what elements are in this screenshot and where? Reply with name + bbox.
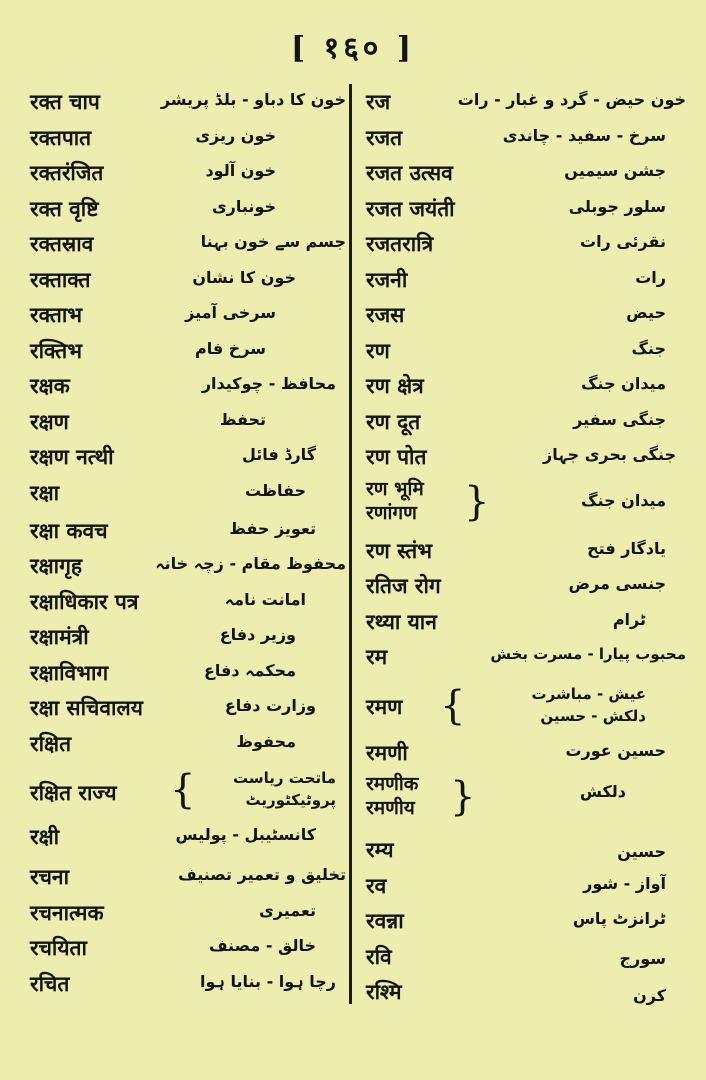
hindi-term: रक्ताक्त	[30, 267, 91, 292]
urdu-meaning: تعمیری	[259, 900, 316, 920]
hindi-term: रण पोत	[366, 445, 427, 469]
urdu-meaning: رات	[635, 267, 666, 287]
hindi-term: रजत उत्सव	[366, 161, 453, 185]
entry	[366, 477, 686, 535]
urdu-meaning: محافظ - چوکیدار	[201, 374, 336, 393]
hindi-term: रजस	[366, 303, 405, 327]
urdu-meaning: خون آلود	[205, 161, 276, 180]
hindi-term: रणांगण	[366, 501, 417, 524]
brace-icon: }	[464, 478, 490, 525]
hindi-term: रण	[366, 338, 390, 363]
urdu-meaning-line: پروٹیکٹوریٹ	[245, 791, 336, 809]
hindi-term: रक्षित	[30, 731, 72, 756]
urdu-meaning: رچا ہوا - بنایا ہوا	[199, 971, 336, 991]
brace-icon: {	[440, 682, 466, 729]
entry	[366, 406, 686, 442]
urdu-meaning: دلکش	[579, 782, 626, 801]
entry	[30, 299, 346, 335]
urdu-meaning: گارڈ فائل	[242, 445, 316, 464]
entry	[366, 441, 686, 477]
urdu-meaning: خالق - مصنف	[208, 936, 316, 955]
entry	[366, 834, 686, 870]
urdu-meaning-line: ماتحت ریاست	[233, 769, 336, 787]
urdu-meaning: نقرئی رات	[579, 232, 666, 251]
hindi-term: रक्षाधिकार पत्र	[30, 589, 139, 614]
hindi-term: रजत जयंती	[366, 196, 455, 221]
hindi-term: रक्त वृष्टि	[30, 196, 99, 221]
hindi-term: रचयिता	[30, 936, 87, 960]
urdu-meaning: خون کا نشان	[192, 267, 296, 287]
urdu-meaning: میدان جنگ	[581, 490, 666, 510]
entry	[366, 905, 686, 941]
urdu-meaning: جسم سے خون بہنا	[200, 232, 346, 251]
urdu-meaning: خون کا دباو - بلڈ پریشر	[160, 90, 346, 109]
entry	[366, 870, 686, 906]
entry	[30, 763, 346, 821]
entry	[30, 477, 346, 515]
hindi-term: रचनात्मक	[30, 900, 104, 925]
entry	[30, 821, 346, 861]
hindi-term: रश्मि	[366, 980, 402, 1004]
hindi-term: रक्षा सचिवालय	[30, 696, 143, 720]
hindi-term: रण दूत	[366, 409, 421, 434]
entry	[30, 968, 346, 1004]
urdu-meaning: محکمہ دفاع	[203, 660, 296, 680]
urdu-meaning: سرخ فام	[195, 338, 266, 358]
hindi-term: रण भूमि	[366, 477, 424, 500]
urdu-meaning: کرن	[633, 986, 666, 1005]
urdu-meaning: تخلیق و تعمیر تصنیف	[178, 865, 346, 884]
urdu-meaning: کانسٹیبل - پولیس	[175, 825, 316, 844]
entry	[30, 692, 346, 728]
entry	[30, 728, 346, 764]
entry	[30, 86, 346, 122]
hindi-term: रमणीय	[366, 797, 415, 819]
entry	[30, 861, 346, 897]
hindi-term: रजत	[366, 125, 403, 150]
entry	[30, 335, 346, 371]
urdu-meaning: حسین	[617, 842, 666, 861]
entry	[366, 976, 686, 1012]
urdu-meaning: سرخ - سفید - چاندی	[502, 125, 666, 145]
hindi-term: रक्षागृह	[30, 554, 83, 578]
hindi-term: रवि	[366, 944, 392, 969]
hindi-term: रक्ताभ	[30, 303, 83, 327]
urdu-meaning: ٹرام	[612, 609, 646, 629]
entry	[366, 570, 686, 606]
hindi-term: रज	[366, 90, 391, 114]
entry	[366, 122, 686, 158]
hindi-term: रक्षाविभाग	[30, 660, 109, 685]
entry	[366, 370, 686, 406]
urdu-meaning-line: عیش - مباشرت	[531, 684, 646, 703]
urdu-meaning-line: دلکش - حسین	[540, 706, 646, 725]
urdu-meaning: خون حیض - گرد و غبار - رات	[457, 90, 686, 109]
hindi-term: रक्षामंत्री	[30, 625, 89, 649]
entry	[366, 157, 686, 193]
entry	[366, 737, 686, 773]
urdu-meaning: خون ریزی	[195, 125, 276, 145]
entry	[366, 299, 686, 335]
hindi-term: रक्षित राज्य	[30, 781, 117, 805]
brace-icon: {	[170, 767, 196, 813]
hindi-term: रक्षण	[30, 409, 69, 434]
entry	[30, 193, 346, 229]
hindi-term: रमण	[366, 694, 403, 719]
hindi-term: रजतरात्रि	[366, 232, 434, 256]
urdu-meaning: جنگ	[631, 338, 666, 358]
entry	[366, 86, 686, 122]
urdu-meaning: حفاظت	[244, 480, 306, 500]
urdu-meaning: تعویز حفظ	[229, 518, 316, 538]
entry	[366, 335, 686, 371]
hindi-term: रजनी	[366, 267, 408, 292]
entry	[30, 370, 346, 406]
hindi-term: रचना	[30, 865, 70, 889]
urdu-meaning	[233, 767, 336, 811]
urdu-meaning: حیض	[626, 303, 666, 322]
entry	[30, 932, 346, 968]
entry	[366, 228, 686, 264]
urdu-meaning: میدان جنگ	[581, 374, 666, 393]
urdu-meaning: محفوظ مقام - زچہ خانہ	[155, 554, 346, 573]
urdu-meaning: یادگار فتح	[587, 538, 666, 558]
entry	[30, 621, 346, 657]
entry	[30, 586, 346, 622]
hindi-term: रमणी	[366, 740, 408, 765]
entry	[366, 641, 686, 677]
urdu-meaning: خونباری	[212, 196, 276, 216]
entry	[366, 677, 686, 737]
urdu-meaning: جنگی بحری جہاز	[543, 445, 676, 464]
hindi-term: रक्षी	[30, 825, 60, 849]
right-column	[366, 86, 686, 1012]
urdu-meaning: وزارت دفاع	[224, 696, 316, 715]
urdu-meaning: سرخی آمیز	[185, 303, 276, 322]
urdu-meaning: سلور جوبلی	[568, 196, 666, 216]
urdu-meaning: محفوظ	[236, 731, 296, 751]
hindi-term: रक्तपात	[30, 125, 92, 150]
hindi-term: रक्त चाप	[30, 90, 100, 114]
urdu-meaning: آواز - شور	[583, 873, 666, 893]
entry	[366, 535, 686, 571]
hindi-term: रक्षा कवच	[30, 518, 108, 543]
urdu-meaning: حسین عورت	[565, 740, 666, 760]
entry	[30, 550, 346, 586]
urdu-meaning: جنگی سفیر	[573, 409, 666, 429]
hindi-term: रक्षा	[30, 480, 60, 505]
hindi-term: रव	[366, 873, 387, 898]
urdu-meaning: تحفظ	[219, 409, 266, 429]
entry	[30, 897, 346, 933]
entry	[366, 193, 686, 229]
hindi-term: रक्तरंजित	[30, 161, 104, 185]
page-number-header: [ १६० ]	[290, 31, 416, 66]
entry	[30, 657, 346, 693]
entry	[30, 515, 346, 551]
urdu-meaning: وزیر دفاع	[219, 625, 296, 644]
entry	[366, 941, 686, 977]
urdu-meaning: جشن سیمیں	[564, 161, 666, 180]
hindi-term: रक्षक	[30, 374, 70, 398]
hindi-term: रक्षण नत्थी	[30, 445, 114, 469]
entry	[30, 264, 346, 300]
hindi-term: रण स्तंभ	[366, 538, 432, 563]
hindi-term-group	[366, 477, 424, 525]
hindi-term: रण क्षेत्र	[366, 374, 424, 398]
entry	[30, 441, 346, 477]
urdu-meaning	[532, 683, 646, 727]
hindi-term-group	[366, 772, 418, 820]
hindi-term: रथ्या यान	[366, 609, 437, 634]
hindi-term: रक्तस्राव	[30, 232, 94, 256]
entry	[30, 122, 346, 158]
urdu-meaning: ٹرانزٹ پاس	[572, 909, 666, 928]
hindi-term: रक्तिभ	[30, 338, 83, 363]
urdu-meaning: امانت نامہ	[224, 589, 306, 609]
entry	[30, 406, 346, 442]
column-divider	[349, 84, 352, 1004]
entry	[366, 772, 686, 834]
urdu-meaning: جنسی مرض	[568, 574, 666, 593]
hindi-term: रम	[366, 645, 388, 669]
hindi-term: रतिज रोग	[366, 574, 441, 598]
brace-icon: }	[450, 774, 476, 820]
entry	[366, 606, 686, 642]
hindi-term: रमणीक	[366, 773, 419, 795]
entry	[30, 157, 346, 193]
hindi-term: रचित	[30, 971, 70, 996]
hindi-term: रवन्ना	[366, 909, 404, 933]
urdu-meaning: محبوب پیارا - مسرت بخش	[490, 645, 686, 663]
entry	[30, 228, 346, 264]
entry	[366, 264, 686, 300]
left-column	[30, 86, 346, 1003]
hindi-term: रम्य	[366, 838, 394, 862]
urdu-meaning: سورج	[619, 948, 666, 968]
